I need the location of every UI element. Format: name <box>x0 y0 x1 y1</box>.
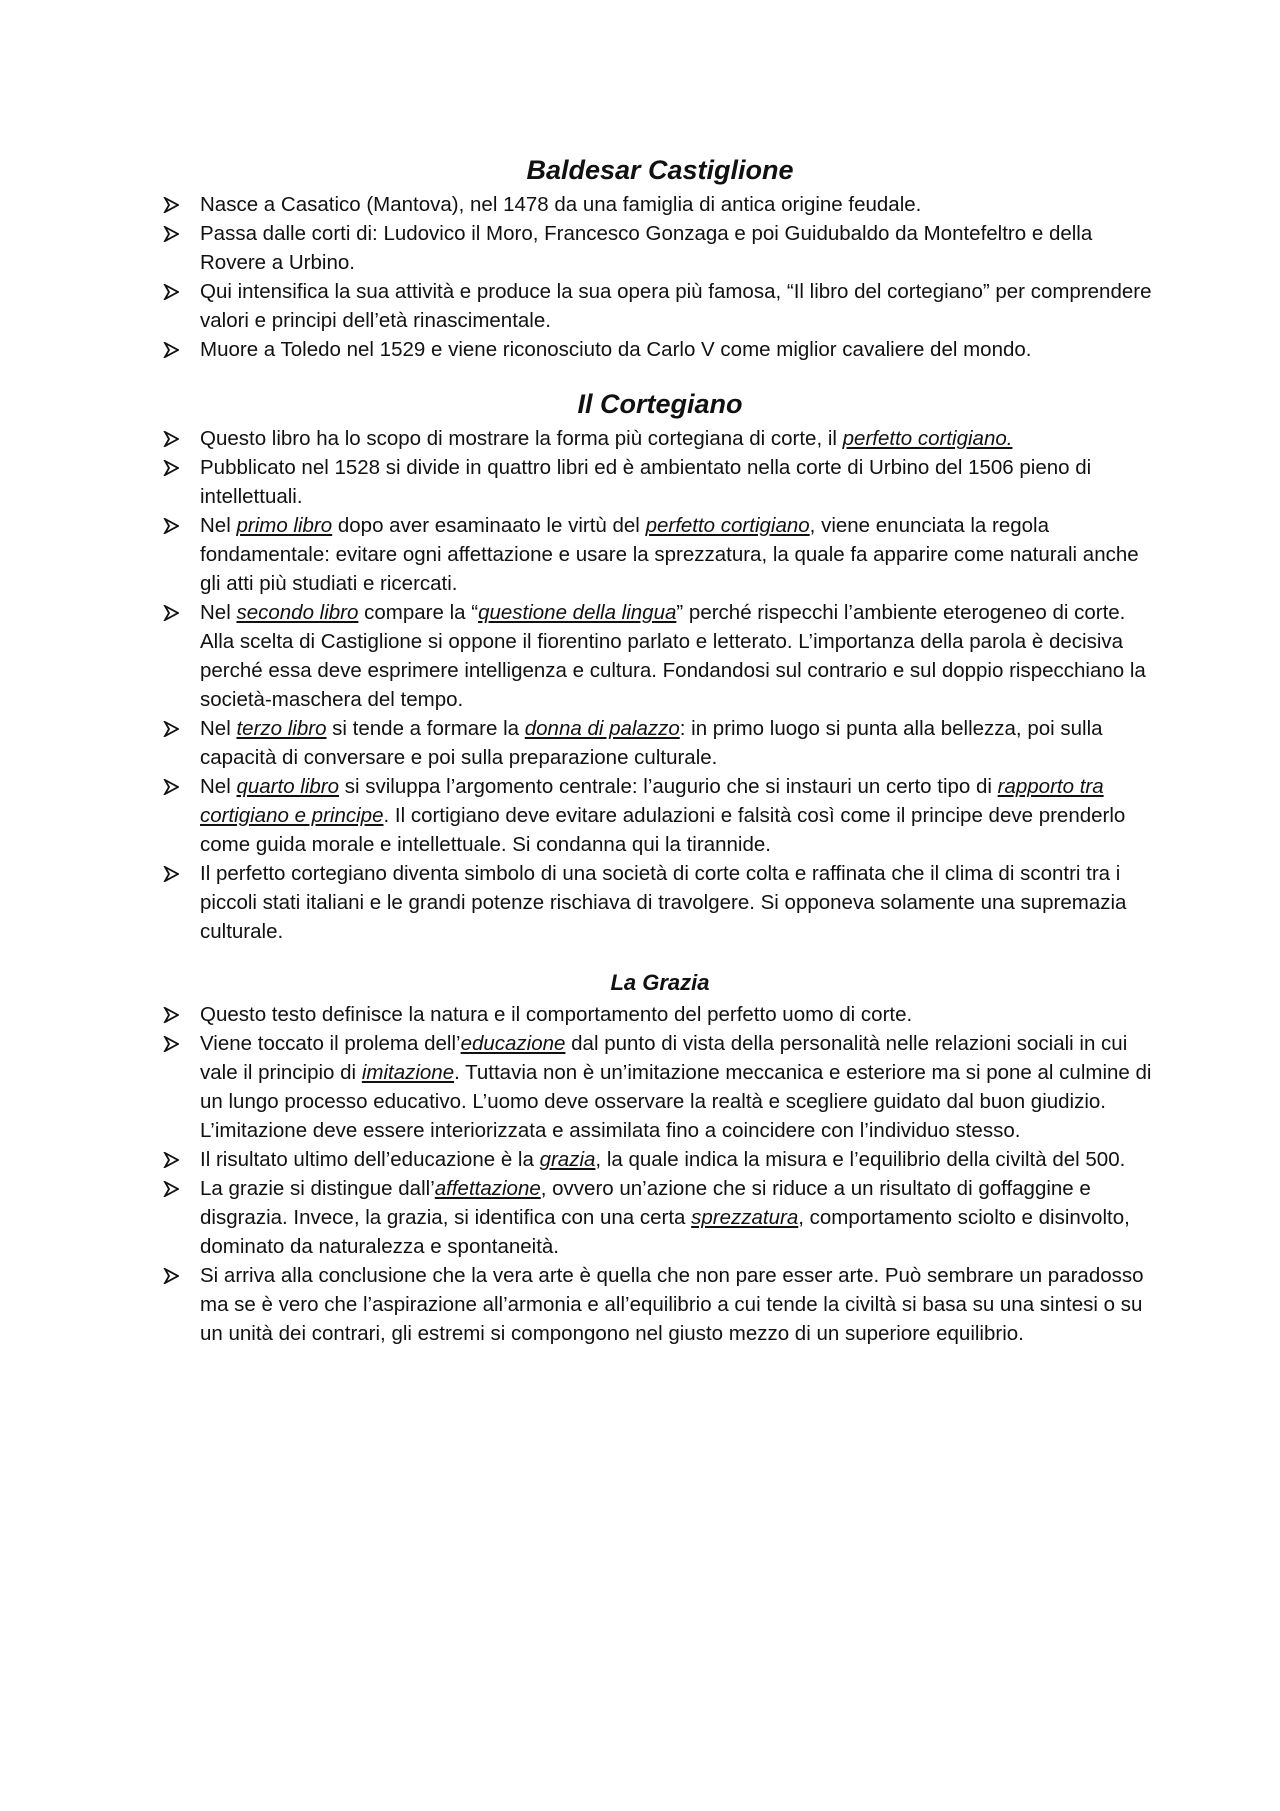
arrowhead-bullet-icon <box>163 1174 181 1203</box>
section-castiglione <box>160 152 1160 364</box>
list-item-text <box>200 1032 1151 1142</box>
arrowhead-bullet-icon <box>163 511 181 540</box>
arrowhead-bullet-icon <box>163 1261 181 1290</box>
arrowhead-bullet-icon <box>163 277 181 306</box>
arrowhead-bullet-icon <box>163 453 181 482</box>
arrowhead-bullet-icon <box>163 1000 181 1029</box>
emphasized-term: questione della lingua <box>478 601 677 624</box>
list-item <box>160 190 1160 219</box>
list-item-text <box>200 601 1146 711</box>
list-item-text <box>200 193 921 216</box>
section-title: La Grazia <box>610 970 710 995</box>
list-item-text <box>200 222 1092 274</box>
bullet-list <box>160 424 1160 946</box>
text-run: Muore a Toledo nel 1529 e viene riconosciuto da Carlo V come miglior cavaliere del mondo. <box>200 338 1032 361</box>
list-item <box>160 335 1160 364</box>
list-item <box>160 453 1160 511</box>
list-item-text <box>200 717 1103 769</box>
arrowhead-bullet-icon <box>163 772 181 801</box>
emphasized-term: affettazione <box>434 1177 541 1200</box>
text-run: Passa dalle corti di: Ludovico il Moro, Francesco Gonzaga e poi Guidubaldo da Montefeltro e della Rovere a Urbino. <box>200 222 1093 274</box>
list-item-text <box>200 338 1031 361</box>
arrowhead-bullet-icon <box>163 219 181 248</box>
emphasized-term: terzo libro <box>236 717 327 740</box>
emphasized-term: perfetto cortigiano <box>645 514 810 537</box>
list-item-text <box>200 1264 1144 1345</box>
arrowhead-bullet-icon <box>163 1029 181 1058</box>
list-item <box>160 1000 1160 1029</box>
arrowhead-bullet-icon <box>163 598 181 627</box>
text-run: . Il cortigiano deve evitare adulazioni e falsità così come il principe deve prenderlo come guida morale e intellettuale. Si condanna qui la tirannide. <box>200 804 1126 856</box>
section-title: Baldesar Castiglione <box>526 155 794 185</box>
list-item-text <box>200 1003 912 1026</box>
list-item <box>160 772 1160 859</box>
section-grazia <box>160 968 1160 1348</box>
list-item-text <box>200 1177 1130 1258</box>
list-item <box>160 219 1160 277</box>
emphasized-term: grazia <box>539 1148 596 1171</box>
text-run: , la quale indica la misura e l’equilibrio della civiltà del 500. <box>595 1148 1126 1171</box>
list-item <box>160 859 1160 946</box>
arrowhead-bullet-icon <box>163 424 181 453</box>
text-run: si sviluppa l’argomento centrale: l’augurio che si instauri un certo tipo di <box>339 775 998 798</box>
text-run: , viene enunciata la regola fondamentale: evitare ogni affettazione e usare la sprezzatura, la quale fa apparire come naturali anche gli atti più studiati e ricercati. <box>200 514 1139 595</box>
text-run: , ovvero un’azione che si riduce a un risultato di goffaggine e disgrazia. Invece, la grazia, si identifica con una certa <box>200 1177 1091 1229</box>
list-item-text <box>200 1148 1125 1171</box>
emphasized-term: rapporto tra cortigiano e principe <box>200 775 1104 827</box>
text-run: dal punto di vista della personalità nelle relazioni sociali in cui vale il principio di <box>200 1032 1128 1084</box>
emphasized-term: secondo libro <box>236 601 359 624</box>
emphasized-term: primo libro <box>236 514 333 537</box>
list-item <box>160 598 1160 714</box>
list-item-text <box>200 862 1126 943</box>
text-run: Nasce a Casatico (Mantova), nel 1478 da una famiglia di antica origine feudale. <box>200 193 922 216</box>
arrowhead-bullet-icon <box>163 859 181 888</box>
text-run: compare la “ <box>358 601 479 624</box>
text-run: , comportamento sciolto e disinvolto, dominato da naturalezza e spontaneità. <box>200 1206 1130 1258</box>
arrowhead-bullet-icon <box>163 714 181 743</box>
text-run: Il risultato ultimo dell’educazione è la <box>200 1148 540 1171</box>
arrowhead-bullet-icon <box>163 335 181 364</box>
list-item <box>160 1261 1160 1348</box>
text-run: Nel <box>200 514 237 537</box>
text-run: Qui intensifica la sua attività e produce la sua opera più famosa, “Il libro del cortegiano” per comprendere valori e principi dell’età rinascimentale. <box>200 280 1152 332</box>
list-item <box>160 277 1160 335</box>
text-run: si tende a formare la <box>326 717 525 740</box>
arrowhead-bullet-icon <box>163 190 181 219</box>
emphasized-term: educazione <box>460 1032 566 1055</box>
list-item <box>160 424 1160 453</box>
bullet-list <box>160 190 1160 364</box>
text-run: Pubblicato nel 1528 si divide in quattro libri ed è ambientato nella corte di Urbino del 1506 pieno di intellettuali. <box>200 456 1092 508</box>
text-run: Questo libro ha lo scopo di mostrare la forma più cortegiana di corte, il <box>200 427 843 450</box>
arrowhead-bullet-icon <box>163 1145 181 1174</box>
emphasized-term: donna di palazzo <box>524 717 680 740</box>
text-run: Viene toccato il prolema dell’ <box>200 1032 461 1055</box>
list-item <box>160 511 1160 598</box>
list-item-text <box>200 280 1152 332</box>
text-run: : in primo luogo si punta alla bellezza, poi sulla capacità di conversare e poi sulla preparazione culturale. <box>200 717 1103 769</box>
text-run: Nel <box>200 717 237 740</box>
text-run: dopo aver esaminaato le virtù del <box>332 514 646 537</box>
text-run: ” perché rispecchi l’ambiente eterogeneo di corte. Alla scelta di Castiglione si oppone il fiorentino parlato e letterato. L’importanza della parola è decisiva perché essa deve esprimere intelligenza e cultura. Fondandosi sul contrario e sul doppio rispecchiano la società-maschera del tempo. <box>200 601 1146 711</box>
emphasized-term: imitazione <box>361 1061 455 1084</box>
text-run: Nel <box>200 775 237 798</box>
text-run: Questo testo definisce la natura e il comportamento del perfetto uomo di corte. <box>200 1003 913 1026</box>
list-item <box>160 1145 1160 1174</box>
emphasized-term: sprezzatura <box>691 1206 799 1229</box>
section-title: Il Cortegiano <box>577 389 743 419</box>
list-item <box>160 714 1160 772</box>
emphasized-term: perfetto cortigiano. <box>842 427 1013 450</box>
text-run: Il perfetto cortegiano diventa simbolo di una società di corte colta e raffinata che il clima di scontri tra i piccoli stati italiani e le grandi potenze rischiava di travolgere. Si opponeva solamente una supremazia culturale. <box>200 862 1127 943</box>
list-item <box>160 1029 1160 1145</box>
list-item-text <box>200 427 1012 450</box>
text-run: Si arriva alla conclusione che la vera arte è quella che non pare esser arte. Può sembrare un paradosso ma se è vero che l’aspirazione all’armonia e all’equilibrio a cui tende la civiltà si basa su una sintesi o su un unità dei contrari, gli estremi si compongono nel giusto mezzo di un superiore equilibrio. <box>200 1264 1144 1345</box>
text-run: La grazie si distingue dall’ <box>200 1177 435 1200</box>
list-item <box>160 1174 1160 1261</box>
text-run: Nel <box>200 601 237 624</box>
bullet-list <box>160 1000 1160 1348</box>
list-item-text <box>200 514 1139 595</box>
list-item-text <box>200 456 1091 508</box>
list-item-text <box>200 775 1125 856</box>
section-cortegiano <box>160 386 1160 946</box>
text-run: . Tuttavia non è un’imitazione meccanica e esteriore ma si pone al culmine di un lungo processo educativo. L’uomo deve osservare la realtà e scegliere guidato dal buon giudizio. L’imitazione deve essere interiorizzata e assimilata fino a coincidere con l’individuo stesso. <box>200 1061 1152 1142</box>
emphasized-term: quarto libro <box>236 775 340 798</box>
